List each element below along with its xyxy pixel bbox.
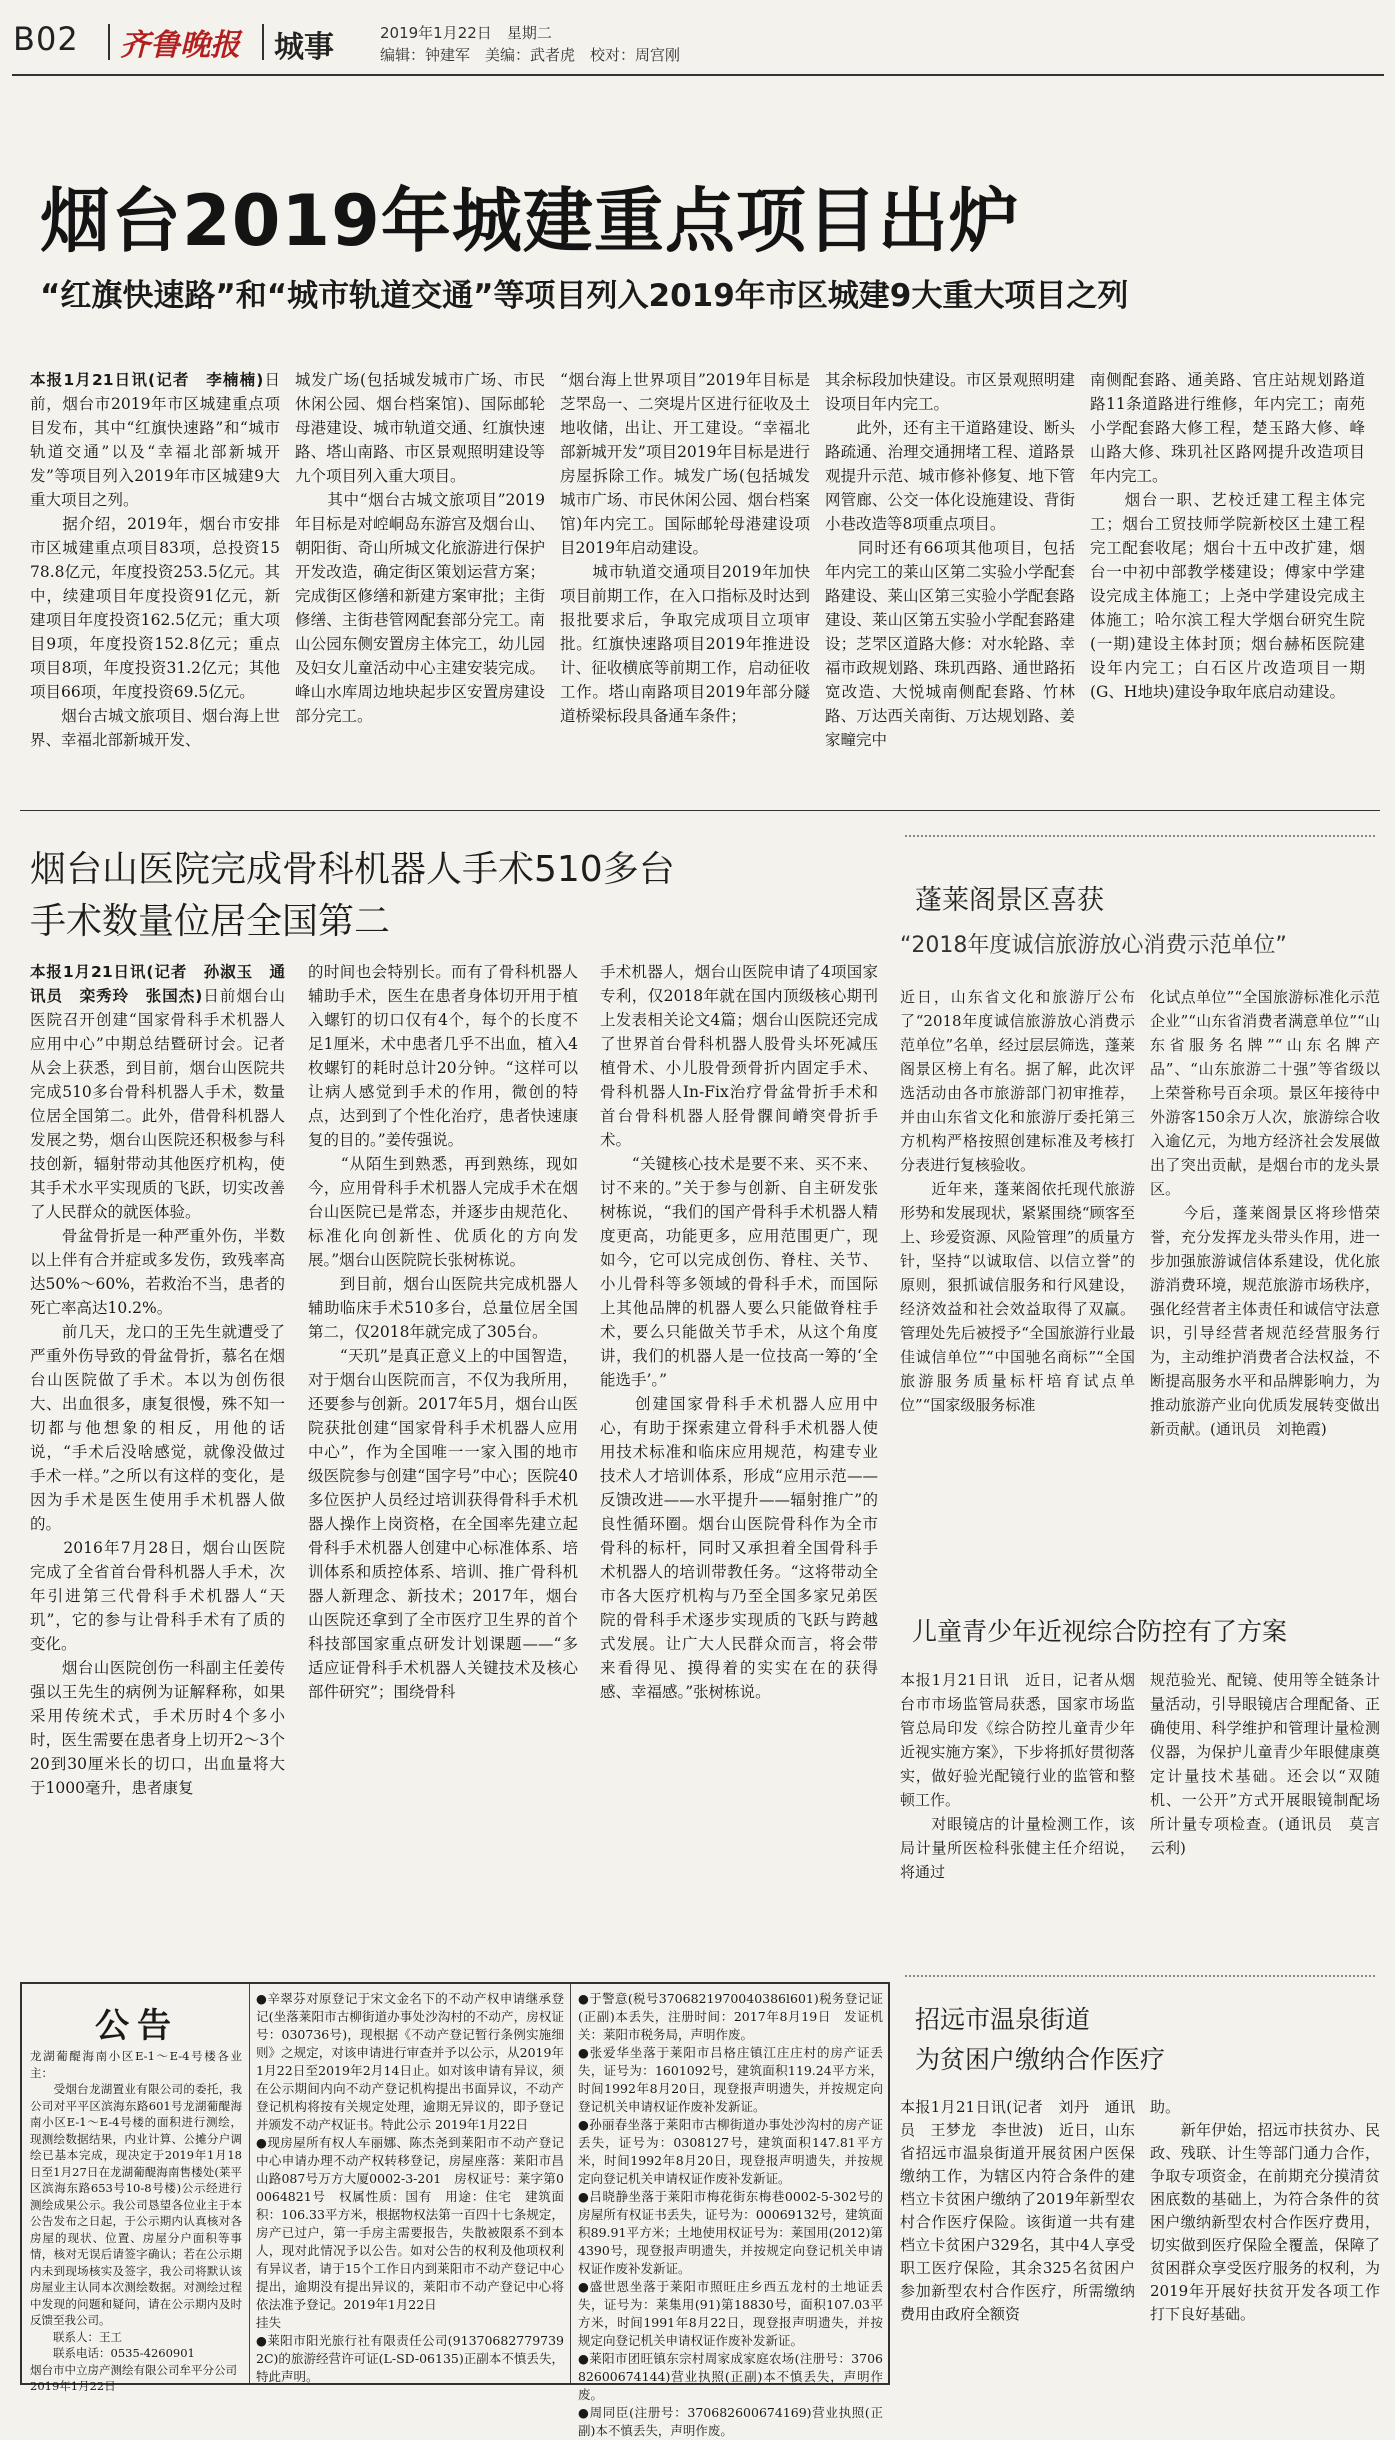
robot-headline-line-1: 烟台山医院完成骨科机器人手术510多台 [30, 849, 675, 890]
masthead-divider [262, 24, 264, 60]
page-number: B02 [13, 20, 79, 58]
notices-divider [570, 1984, 571, 2383]
dotted-rule [905, 1975, 1375, 1977]
lead-column-3: “烟台海上世界项目”2019年目标是芝罘岛一、二突堤片区进行征收及土地收储，出让、开工建设。“幸福北部新城开发”项目2019年目标是进行房屋拆除工作。城发广场(包括城发城市广场、市民休闲公园、烟台档案馆)年内完工。国际邮轮母港建设项目2019年启动建设。 城市轨道交通项目2019年加快项目前期工作，在入口指标及时达到报批要求后，争取完成项目立项审批。红旗快速路项目2019年推进设计、征收横底等前期工作，启动征收工作。塔山南路项目2019年部分隧道桥梁标段具备通车条件； [560, 371, 810, 725]
zhaoyuan-headline-line-1: 招远市温泉街道 [915, 2005, 1091, 2034]
notice-title: 公告 [95, 2006, 179, 2046]
issue-date [380, 22, 552, 43]
weekday: 星期二 [506, 24, 552, 42]
myopia-column-1: 本报1月21日讯 近日，记者从烟台市市场监管局获悉，国家市场监管总局印发《综合防控儿童青少年近视实施方案》，下步将抓好贯彻落实，做好验光配镜行业的监管和整顿工作。 对眼镜店的计量检测工作，该局计量所医检科张健主任介绍说，将通过 [900, 1671, 1135, 1881]
penglai-column-1: 近日，山东省文化和旅游厅公布了“2018年度诚信旅游放心消费示范单位”名单，经过层层筛选，蓬莱阁景区榜上有名。据了解，此次评选活动由各市旅游部门初审推荐，并由山东省文化和旅游厅委托第三方机构严格按照创建标准及考核打分表进行复核验收。 近年来，蓬莱阁依托现代旅游形势和发展现状，紧紧围绕“顾客至上、珍爱资源、风险管理”的质量方针，坚持“以诚取信、以信立誉”的原则，狠抓诚信服务和行风建设，经济效益和社会效益取得了双赢。管理处先后被授予“全国旅游行业最佳诚信单位”“中国驰名商标”“全国旅游服务质量标杆培育试点单位”“国家级服务标准 [900, 988, 1135, 1414]
lead-column-1 [30, 368, 280, 800]
staff-credits: 编辑：钟建军 美编：武者虎 校对：周宫刚 [380, 46, 681, 64]
dotted-rule [905, 835, 1375, 837]
robot-column-1 [30, 960, 285, 1970]
robot-column-2: 的时间也会特别长。而有了骨科机器人辅助手术，医生在患者身体切开用于植入螺钉的切口仅有4个，每个的长度不足1厘米，术中患者几乎不出血，植入4枚螺钉的耗时总计20分钟。“这样可以让病人感觉到手术的作用，微创的特点，达到到了个性化治疗，患者快速康复的目的。”姜传强说。 “从陌生到熟悉，再到熟练，现如今，应用骨科手术机器人完成手术在烟台山医院已是常态，并逐步由规范化、标准化向创新性、优质化的方向发展。”烟台山医院院长张树栋说。 到目前，烟台山医院共完成机器人辅助临床手术510多台，总量位居全国第二，仅2018年就完成了305台。 “天玑”是真正意义上的中国智造，对于烟台山医院而言，不仅为我所用，还要参与创新。2017年5月，烟台山医院获批创建“国家骨科手术机器人应用中心”，作为全国唯一一家入围的地市级医院参与创建“国字号”中心；医院40多位医护人员经过培训获得骨科手术机器人操作上岗资格，在全国率先建立起骨科手术机器人创建中心标准体系、培训体系和质控体系、培训、推广骨科机器人新理念、新技术；2017年，烟台山医院还拿到了全市医疗卫生界的首个科技部国家重点研发计划课题——“多适应证骨科手术机器人关键技术及核心部件研究”；围绕骨科 [308, 963, 578, 1701]
lead-text-1: 日前，烟台市2019年市区城建重点项目发布，其中“红旗快速路”和“城市轨道交通”以及“幸福北部新城开发”等项目列入2019年市区城建9大重大项目之列。 据介绍，2019年，烟台市安排市区城建重点项目83项，总投资1578.8亿元，年度投资253.5亿元。其中，续建项目年度投资91亿元，新建项目年度投资162.5亿元；重大项目9项，年度投资152.8亿元；重点项目8项，年度投资31.2亿元；其他项目66项，年度投资69.5亿元。 烟台古城文旅项目、烟台海上世界、幸福北部新城开发、 [30, 371, 280, 749]
zhaoyuan-column-1: 本报1月21日讯(记者 刘丹 通讯员 王梦龙 李世波) 近日，山东省招远市温泉街道开展贫困户医保缴纳工作，为辖区内符合条件的建档立卡贫困户缴纳了2019年新型农村合作医疗保险。该街道一共有建档立卡贫困户329名，其中4人享受职工医疗保险，其余325名贫困户参加新型农村合作医疗，所需缴纳费用由政府全额资 [900, 2098, 1135, 2323]
robot-dateline: 本报1月21日讯(记者 孙淑玉 通讯员 栾秀玲 张国杰) [30, 963, 285, 1005]
notice-column-3: ●于警意(税号3706821970040386l601)税务登记证(正副)本丢失，注册时间：2017年8月19日 发证机关：莱阳市税务局，声明作废。 ●张爱华坐落于莱阳市吕格庄镇江庄庄村的房产证丢失，证号为：1601092号，建筑面积119.24平方米，时间1992年8月20日，现登报声明遗失，并按规定向登记机关申请权证作废补发新证。 ●孙丽春坐落于莱阳市古柳街道办事处沙沟村的房产证丢失，证号为：0308127号，建筑面积147.81平方米，时间1992年8月20日，现登报声明遗失，并按规定向登记机关申请权证作废补发新证。 ●吕晓静坐落于莱阳市梅花街东梅巷0002-5-302号的房屋所有权证书丢失，证号为：00069132号，建筑面积89.91平方米；土地使用权证号为：莱国用(2012)第4390号，现登报声明遗失，并按规定向登记机关申请权证作废补发新证。 ●盛世恩坐落于莱阳市照旺庄乡西五龙村的土地证丢失，证号为：莱集用(91)第18830号，面积107.03平方米，时间1991年8月22日，现登报声明遗失，并按规定向登记机关申请权证作废补发新证。 ●莱阳市团旺镇东宗村周家成家庭农场(注册号：370682600674144)营业执照(正副)本不慎丢失，声明作废。 ●周同臣(注册号：370682600674169)营业执照(正副)本不慎丢失，声明作废。 [578, 1991, 883, 2438]
zhaoyuan-headline-line-2: 为贫困户缴纳合作医疗 [915, 2045, 1166, 2074]
myopia-column-2: 规范验光、配镜、使用等全链条计量活动，引导眼镜店合理配备、正确使用、科学维护和管理计量检测仪器，为保护儿童青少年眼健康奠定计量技术基础。还会以“双随机、一公开”方式开展眼镜制配场所计量专项检查。(通讯员 莫言 云利) [1150, 1671, 1395, 1857]
lead-column-2: 城发广场(包括城发城市广场、市民休闲公园、烟台档案馆)、国际邮轮母港建设、城市轨道交通、红旗快速路、塔山南路、市区景观照明建设等九个项目列入重大项目。 其中“烟台古城文旅项目”2019年目标是对崆峒岛东游宫及烟台山、朝阳街、奇山所城文化旅游进行保护开发改造，确定街区策划运营方案；完成街区修缮和新建方案审批；主街修缮、主街巷管网配套部分完工。南山公园东侧安置房主体完工，幼儿园及妇女儿童活动中心主建安装完成。峰山水库周边地块起步区安置房建设部分完工。 [295, 371, 545, 725]
notice-column-2: ●辛翠芬对原登记于宋文金名下的不动产权申请继承登记(坐落莱阳市古柳街道办事处沙沟村的不动产，房权证号：030736号)，现根据《不动产登记暂行条例实施细则》之规定，对该申请进行审查并予以公示，从2019年1月22日至2019年2月14日止。如对该申请有异议，须在公示期间内向不动产登记机构提出书面异议，不动产登记机构将按有关规定处理，逾期无异议的，即予登记并颁发不动产权证书。特此公示 2019年1月22日 ●现房屋所有权人车丽娜、陈杰尧到莱阳市不动产登记中心申请办理不动产权转移登记，房屋座落：莱阳市昌山路087号万方大厦0002-3-201 房权证号：莱字第00064821号 权属性质：国有 用途：住宅 建筑面积：106.33平方米，根据物权法第一百四十七条规定，房产已过户，第一手房主需要报告，失散被限系不到本人，现对此情况予以公告。如对公告的权利及他项权利有异议者，请于15个工作日内到莱阳市不动产登记中心提出，逾期没有提出异议的，莱阳市不动产登记中心将依法准予登记。2019年1月22日 挂失 ●莱阳市阳光旅行社有限责任公司(913706827797392C)的旅游经营许可证(L-SD-06135)正副本不慎丢失，特此声明。 [256, 1991, 564, 2384]
notice-column-1: 龙湖葡醍海南小区E-1～E-4号楼各业主： 受烟台龙湖置业有限公司的委托，我公司对平平区滨海东路601号龙湖葡醍海南小区E-1～E-4号楼的面积进行测绘，现测绘数据结果，内业计算、公摊分户调绘已基本完成，现决定于2019年1月18日至1月27日在龙湖葡醍海南售楼处(莱平区滨海东路653号10-8号楼)公示经进行测绘成果公示。我公司恳望各位业主于本公告发布之日起，于公示期内认真核对各房屋的现状、位置、房屋分户面积等事情，核对无误后请签字确认；若在公示期内未到现场核实及签字，我公司将默认该房屋业主认同本次测绘数据。对测绘过程中发现的问题和疑问，请在公示期内及时反馈至我公司。 联系人：王工 联系电话：0535-4260901 烟台市中立房产测绘有限公司牟平分公司 2019年1月22日 [30, 2049, 242, 2393]
section-rule [20, 810, 1380, 811]
penglai-headline: 蓬莱阁景区喜获 [915, 885, 1104, 916]
lead-dateline: 本报1月21日讯(记者 李楠楠) [30, 371, 264, 389]
newspaper-logo: 齐鲁晚报 [120, 28, 240, 63]
penglai-column-2: 化试点单位”“全国旅游标准化示范企业”“山东省消费者满意单位”“山东省服务名牌”“山东名牌产品”、“山东旅游二十强”等省级以上荣誉称号百余项。景区年接待中外游客150余万人次，旅游综合收入逾亿元，为地方经济社会发展做出了突出贡献，是烟台市的龙头景区。 今后，蓬莱阁景区将珍惜荣誉，充分发挥龙头带头作用，进一步加强旅游诚信体系建设，优化旅游消费环境，规范旅游市场秩序，强化经营者主体责任和诚信守法意识，引导经营者规范经营服务行为，主动维护消费者合法权益，不断提高服务水平和品牌影响力，为推动旅游产业向优质发展转变做出新贡献。(通讯员 刘艳霞) [1150, 988, 1380, 1438]
lead-column-4: 其余标段加快建设。市区景观照明建设项目年内完工。 此外，还有主干道路建设、断头路疏通、治理交通拥堵工程、道路景观提升示范、城市修补修复、地下管网管廊、公交一体化设施建设、背街小巷改造等8项重点项目。 同时还有66项其他项目，包括年内完工的莱山区第二实验小学配套路建设、莱山区第三实验小学配套路建设、莱山区第五实验小学配套路建设；芝罘区道路大修：对水轮路、幸福市政规划路、珠玑西路、通世路拓宽改造、大悦城南侧配套路、竹林路、万达西关南街、万达规划路、姜家疃完中 [825, 371, 1075, 749]
lead-subhead: “红旗快速路”和“城市轨道交通”等项目列入2019年市区城建9大重大项目之列 [40, 278, 1129, 314]
penglai-subhead: “2018年度诚信旅游放心消费示范单位” [900, 933, 1287, 958]
section-name: 城事 [274, 30, 334, 65]
zhaoyuan-column-2: 助。 新年伊始，招远市扶贫办、民政、残联、计生等部门通力合作，争取专项资金，在前期充分摸清贫困底数的基础上，为符合条件的贫困户缴纳新型农村合作医疗费用，切实做到医疗保险全覆盖，保障了贫困群众享受医疗服务的权利，为2019年开展好扶贫开发各项工作打下良好基础。 [1150, 2098, 1380, 2323]
date: 2019年1月22日 [380, 24, 492, 42]
robot-headline-line-2: 手术数量位居全国第二 [30, 901, 391, 942]
masthead-divider [108, 24, 110, 60]
lead-column-5: 南侧配套路、通美路、官庄站规划路道路11条道路进行维修，年内完工；南苑小学配套路大修工程，楚玉路大修、峰山路大修、珠玑社区路网提升改造项目年内完工。 烟台一职、艺校迁建工程主体完工；烟台工贸技师学院新校区土建工程完工配套收尾；烟台十五中改扩建，烟台一中初中部教学楼建设；傅家中学建设完成主体施工；上尧中学建设完成主体施工；哈尔滨工程大学烟台研究生院(一期)建设主体封顶；烟台赫柘医院建设年内完工；白石区片改造项目一期(G、H地块)建设争取年底启动建设。 [1090, 371, 1365, 701]
masthead-rule [12, 74, 1384, 76]
robot-text-1: 日前烟台山医院召开创建“国家骨科手术机器人应用中心”中期总结暨研讨会。记者从会上获悉，到目前，烟台山医院共完成510多台骨科机器人手术，数量位居全国第二。此外，借骨科机器人发展之势，烟台山医院还积极参与科技创新，辐射带动其他医疗机构，使其手术水平实现质的飞跃，切实改善了人民群众的就医体验。 骨盆骨折是一种严重外伤，半数以上伴有合并症或多发伤，致残率高达50%～60%，若救治不当，患者的死亡率高达10.2%。 前几天，龙口的王先生就遭受了严重外伤导致的骨盆骨折，慕名在烟台山医院做了手术。本以为创伤很大、出血很多，康复很慢，殊不知一切都与他想象的相反，用他的话说，“手术后没啥感觉，就像没做过手术一样。”之所以有这样的变化，是因为手术是医生使用手术机器人做的。 2016年7月28日，烟台山医院完成了全省首台骨科机器人手术，次年引进第三代骨科手术机器人“天玑”，它的参与让骨科手术有了质的变化。 烟台山医院创伤一科副主任姜传强以王先生的病例为证解释称，如果采用传统术式，手术历时4个多小时，医生需要在患者身上切开2～3个20到30厘米长的切口，出血量将大于1000毫升，患者康复 [30, 987, 285, 1797]
myopia-headline: 儿童青少年近视综合防控有了方案 [912, 1617, 1288, 1646]
notices-divider [249, 1984, 250, 2383]
lead-headline: 烟台2019年城建重点项目出炉 [40, 180, 1020, 262]
robot-column-3: 手术机器人，烟台山医院申请了4项国家专利，仅2018年就在国内顶级核心期刊上发表相关论文4篇；烟台山医院还完成了世界首台骨科机器人股骨头坏死减压植骨术、小儿股骨颈骨折内固定手术、骨科机器人In-Fix治疗骨盆骨折手术和首台骨科机器人胫骨髁间嵴突骨折手术。 “关键核心技术是要不来、买不来、讨不来的。”关于参与创新、自主研发张树栋说，“我们的国产骨科手术机器人精度更高，功能更多，应用范围更广，现如今，它可以完成创伤、脊柱、关节、小儿骨科等多领域的骨科手术，而国际上其他品牌的机器人要么只能做脊柱手术，要么只能做关节手术，从这个角度讲，我们的机器人是一位技高一筹的‘全能选手’。” 创建国家骨科手术机器人应用中心，有助于探索建立骨科手术机器人使用技术标准和临床应用规范，构建专业技术人才培训体系，形成“应用示范——反馈改进——水平提升——辐射推广”的良性循环圈。烟台山医院骨科作为全市骨科的标杆，同时又承担着全国骨科手术机器人的培训带教任务。“这将带动全市各大医疗机构与乃至全国多家兄弟医院的骨科手术逐步实现质的飞跃与跨越式发展。让广大人民群众而言，将会带来看得见、摸得着的实实在在的获得感、幸福感。”张树栋说。 [600, 963, 878, 1701]
